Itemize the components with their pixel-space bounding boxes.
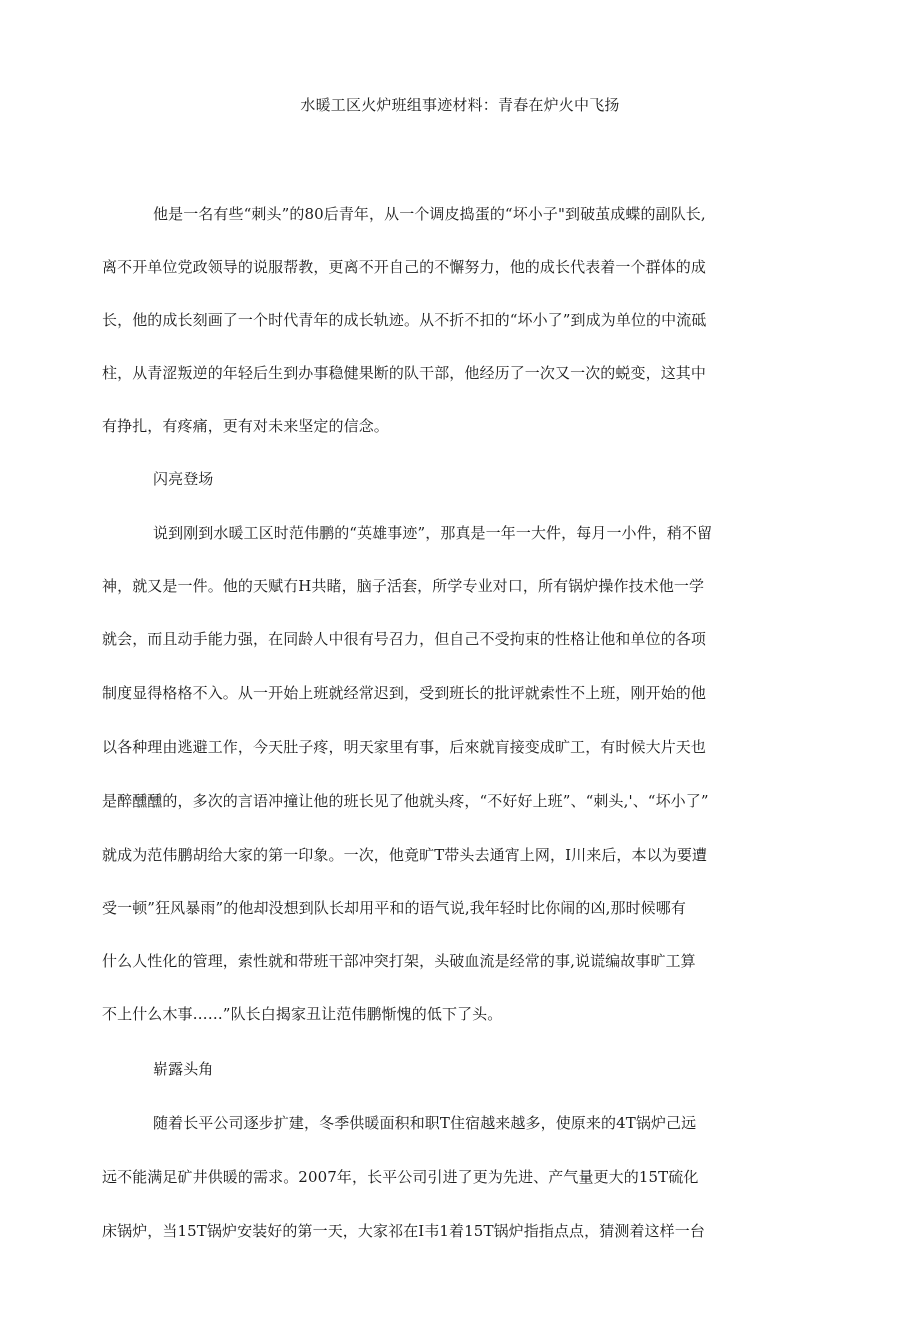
paragraph-line: 以各种理由逃避工作，今天肚子疼，明天家里有事，后來就肓接变成旷工，有时候大片天也 xyxy=(102,738,707,756)
paragraph-line: 离不开单位党政领导的说服帮教，更离不开自己的不懈努力，他的成长代表着一个群体的成 xyxy=(102,258,707,276)
paragraph-line: 就会，而且动手能力强，在同龄人中很有号召力，但自己不受拘束的性格让他和单位的各项 xyxy=(102,630,707,648)
paragraph-line: 神，就又是一件。他的天赋冇H共睹，脑子活套，所学专业对口，所有锅炉操作技术他一学 xyxy=(102,577,705,595)
paragraph-line: 受一顿”狂风暴雨”的他却没想到队长却用平和的语气说,我年轻时比你闹的凶,那时候哪有 xyxy=(102,899,686,917)
paragraph-line: 长，他的成长刻画了一个时代青年的成长轨迹。从不折不扣的“坏小了”到成为单位的中流砥 xyxy=(102,311,707,329)
paragraph-line: 是醉醺醺的，多次的言语冲撞让他的班长见了他就头疼，“不好好上班”、“刺头,'、“坏小了” xyxy=(102,792,709,810)
paragraph-line: 制度显得格格不入。从一开始上班就经常迟到，受到班长的批评就索性不上班，刚开始的他 xyxy=(102,684,707,702)
paragraph-line: 他是一名有些“刺头”的80后青年，从一个调皮捣蛋的“坏小子"到破茧成蝶的副队长, xyxy=(153,205,706,223)
paragraph-line: 就成为范伟鹏胡给大家的第一印象。一次，他竟旷T带头去通宵上网，I川来后，本以为要遭 xyxy=(102,846,708,864)
section-heading-shining-debut: 闪亮登场 xyxy=(153,470,214,488)
section-heading-emerging: 崭露头角 xyxy=(153,1060,214,1078)
paragraph-line: 随着长平公司逐步扩建，冬季供暖面积和职T住宿越来越多，使原来的4T锅炉己远 xyxy=(153,1114,697,1132)
document-title: 水暖工区火炉班组事迹材料：青春在炉火中飞扬 xyxy=(300,96,620,114)
paragraph-line: 远不能满足矿井供暖的需求。2007年，长平公司引进了更为先进、产气量更大的15T硫化 xyxy=(102,1168,699,1186)
paragraph-line: 有挣扎，有疼痛，更有对未来坚定的信念。 xyxy=(102,417,389,435)
paragraph-line: 不上什么木事……”队长白揭家丑让范伟鹏惭愧的低下了头。 xyxy=(102,1005,503,1023)
paragraph-line: 柱，从青涩叛逆的年轻后生到办事稳健果断的队干部，他经历了一次又一次的蜕变，这其中 xyxy=(102,364,707,382)
paragraph-line: 什么人性化的管理，索性就和带班干部冲突打架，头破血流是经常的事,说谎编故事旷工算 xyxy=(102,952,696,970)
paragraph-line: 床锅炉，当15T锅炉安装好的第一天，大家祁在I韦1着15T锅炉指指点点，猜测着这样一台 xyxy=(102,1222,705,1240)
paragraph-line: 说到刚到水暖工区时范伟鹏的“英雄事迹”，那真是一年一大件，每月一小件，稍不留 xyxy=(153,524,713,542)
